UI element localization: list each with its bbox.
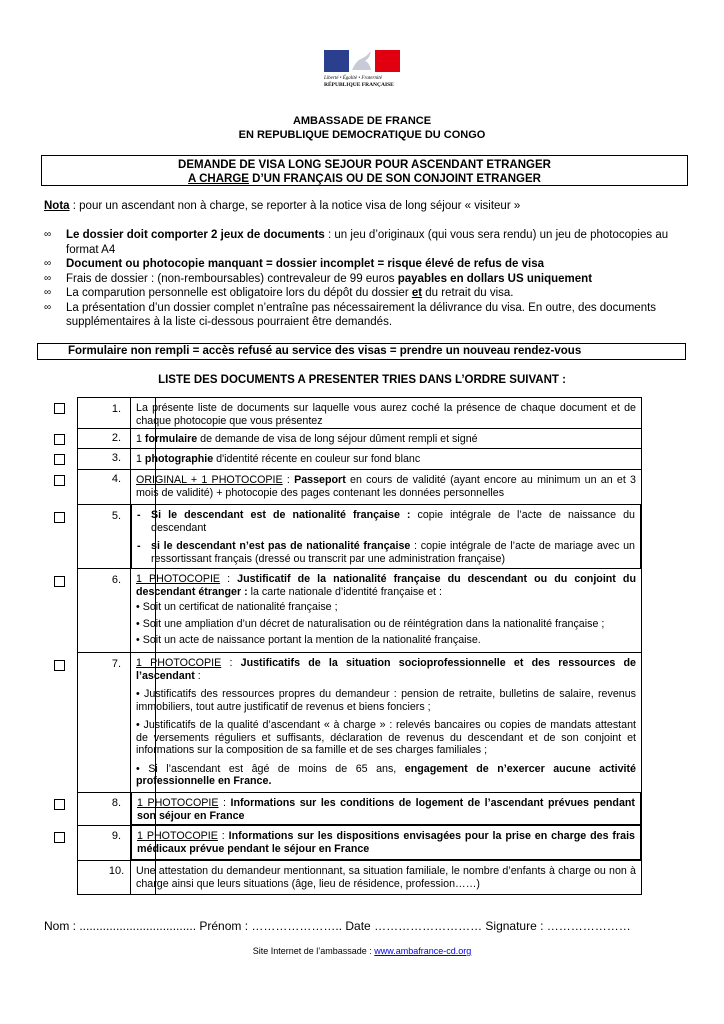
title-line1: DEMANDE DE VISA LONG SEJOUR POUR ASCENDANT ETRANGER — [178, 159, 551, 171]
checkbox[interactable] — [54, 454, 65, 465]
infinity-bullet-icon: ∞ — [44, 301, 52, 313]
cell-underlined: ORIGINAL + 1 PHOTOCOPIE — [136, 474, 283, 486]
dash-icon: - — [137, 540, 141, 552]
bullet-bold: Le dossier doit comporter 2 jeux de documents — [66, 229, 325, 241]
cell-bold: si le descendant n’est pas de nationalité française — [151, 540, 411, 552]
cell-text: : — [194, 669, 201, 682]
cell-underlined: 1 PHOTOCOPIE — [137, 830, 218, 842]
bullet-item — [44, 228, 694, 257]
row-number: 9. — [77, 826, 156, 861]
row-description — [130, 569, 642, 653]
cell-text: d'identité récente en couleur sur fond blanc — [213, 453, 421, 465]
infinity-bullet-icon: ∞ — [44, 272, 52, 284]
checkbox[interactable] — [54, 512, 65, 523]
table-row — [50, 653, 642, 793]
row-description — [130, 505, 642, 569]
bullet-text: La comparution personnelle est obligatoire lors du dépôt du dossier — [66, 287, 412, 299]
checkbox[interactable] — [54, 403, 65, 414]
cell-text: : copie intégrale de l’acte de mariage avec un ressortissant français (dressé ou transcrit par une administration française) — [151, 540, 635, 565]
row-number: 5. — [77, 505, 156, 569]
row-description — [130, 429, 642, 449]
cell-text: copie intégrale de l’acte de naissance du descendant — [151, 509, 635, 534]
table-row — [50, 826, 642, 861]
logo-republic: RÉPUBLIQUE FRANÇAISE — [324, 82, 394, 88]
row-number: 1. — [77, 397, 156, 429]
row-number: 7. — [77, 653, 156, 793]
title-line2-underlined: A CHARGE — [188, 173, 249, 185]
list-item — [136, 763, 636, 788]
row-number: 10. — [77, 861, 156, 895]
embassy-line2: EN REPUBLIQUE DEMOCRATIQUE DU CONGO — [238, 129, 486, 141]
cell-bold: formulaire — [144, 433, 198, 445]
site-footer — [0, 946, 724, 956]
table-row — [50, 449, 642, 470]
table-row — [50, 397, 642, 429]
cell-text: • Si l’ascendant est âgé de moins de 65 ans, — [136, 762, 405, 775]
list-item: • Soit un acte de naissance portant la mention de la nationalité française. — [136, 634, 481, 646]
nota-label: Nota — [44, 200, 70, 212]
checkbox[interactable] — [54, 660, 65, 671]
checkbox[interactable] — [54, 576, 65, 587]
cell-bold: Informations sur les conditions de logement de l’ascendant prévues pendant son séjour en France — [137, 797, 635, 822]
nota-text: : pour un ascendant non à charge, se reporter à la notice visa de long séjour « visiteur » — [69, 200, 521, 212]
bullet-text: La présentation d’un dossier complet n’entraîne pas nécessairement la délivrance du visa. En outre, des documents supplémentaires à la liste ci-dessous pourraient être demandés. — [66, 301, 657, 328]
cell-heading — [136, 657, 636, 682]
table-row — [50, 793, 642, 826]
cell-bold: photographie — [144, 453, 214, 465]
bullet-bold: Document ou photocopie manquant = dossier incomplet = risque élevé de refus de visa — [66, 258, 545, 270]
signature-line: Nom : ................................... Prénom : ………………….. Date ……………………… Signature : ………………… — [44, 919, 631, 933]
cell-bold: Passeport — [294, 474, 346, 486]
checkbox[interactable] — [54, 434, 65, 445]
marianne-flag-icon — [324, 50, 400, 72]
infinity-bullet-icon: ∞ — [44, 229, 52, 240]
bullet-item — [44, 286, 694, 301]
bullet-item — [44, 301, 694, 330]
table-row — [50, 505, 642, 569]
cell-heading — [136, 573, 636, 598]
bullet-text: Frais de dossier : (non-remboursables) contrevaleur de 99 euros — [66, 272, 398, 285]
bullet-item — [44, 272, 694, 287]
cell-text: : — [221, 657, 241, 669]
cell-bold: Justificatif de la nationalité française du descendant ou du conjoint du descendant étranger : — [136, 573, 636, 598]
cell-text: : — [218, 797, 231, 809]
checkbox[interactable] — [54, 832, 65, 843]
cell-text: en cours de validité (ayant encore au minimum un an et 3 mois de validité) + photocopie des pages contenant les données personnelles — [136, 474, 636, 499]
list-item: • Justificatifs de la qualité d’ascendant « à charge » : relevés bancaires ou copies de mandats attestant de versements réguliers et suffisants, déclaration de revenus du descendant et de son conjoint et informations sur la composition de sa famille et de ses charges familiales ; — [136, 719, 636, 756]
row-number: 2. — [77, 429, 156, 449]
list-title: LISTE DES DOCUMENTS A PRESENTER TRIES DANS L’ORDRE SUIVANT : — [158, 374, 566, 386]
cell-text: la carte nationale d’identité française et : — [247, 585, 442, 598]
infinity-bullet-icon: ∞ — [44, 258, 52, 269]
table-row — [50, 470, 642, 505]
row-description — [130, 793, 642, 826]
cell-bold: Justificatifs de la situation socioprofessionnelle et des ressources de l’ascendant — [136, 657, 636, 682]
bullet-bold: payables en dollars US uniquement — [397, 272, 593, 285]
logo-motto: Liberté • Égalité • Fraternité — [324, 76, 382, 81]
infinity-bullet-icon: ∞ — [44, 287, 52, 298]
document-title — [41, 155, 688, 186]
cell-bold: Si le descendant est de nationalité française : — [151, 509, 411, 521]
cell-text: de demande de visa de long séjour dûment rempli et signé — [197, 433, 478, 445]
cell-text: 1 — [136, 453, 145, 465]
cell-text: : — [220, 573, 238, 585]
table-row — [50, 569, 642, 653]
cell-underlined: 1 PHOTOCOPIE — [136, 573, 221, 585]
row-description: Une attestation du demandeur mentionnant, sa situation familiale, le nombre d’enfants à charge ou non à charge ainsi que leurs situations (âge, lieu de résidence, profession……) — [130, 861, 642, 895]
embassy-header — [0, 114, 724, 142]
site-link[interactable]: www.ambafrance-cd.org — [374, 946, 472, 956]
row-description — [130, 826, 642, 861]
cell-bold: Informations sur les dispositions envisagées pour la prise en charge des frais médicaux prévue pendant le séjour en France — [137, 830, 635, 855]
dash-icon: - — [137, 509, 141, 521]
cell-bold: engagement de n’exercer aucune activité professionnelle en France. — [136, 762, 636, 787]
row-description — [130, 653, 642, 793]
nota-line — [44, 200, 520, 212]
cell-text: : — [282, 474, 295, 486]
row-number: 6. — [77, 569, 156, 653]
bullet-bold: et — [411, 287, 423, 299]
title-line2 — [42, 172, 687, 186]
cell-text: : — [217, 830, 229, 842]
list-item: • Justificatifs des ressources propres du demandeur : pension de retraite, bulletins de salaire, revenus immobiliers, tout autre justificatif de revenus et biens fonciers ; — [136, 688, 636, 713]
row-description — [130, 470, 642, 505]
table-row — [50, 429, 642, 449]
bullet-text: du retrait du visa. — [422, 287, 514, 299]
cell-text: 1 — [136, 433, 145, 445]
cell-underlined: 1 PHOTOCOPIE — [137, 797, 219, 809]
cell-underlined: 1 PHOTOCOPIE — [136, 657, 222, 669]
row-number: 3. — [77, 449, 156, 470]
requirements-list — [44, 228, 694, 330]
checkbox[interactable] — [54, 475, 65, 486]
checkbox[interactable] — [54, 799, 65, 810]
republique-francaise-logo — [324, 50, 400, 89]
site-label: Site Internet de l’ambassade : — [252, 946, 375, 956]
row-number: 8. — [77, 793, 156, 826]
bullet-item — [44, 257, 694, 272]
title-line2-rest: D’UN FRANÇAIS OU DE SON CONJOINT ETRANGER — [248, 173, 541, 185]
sub-item — [137, 509, 635, 534]
bullet-text: : un jeu d’originaux (qui vous sera rendu) un jeu de photocopies au format A4 — [66, 229, 669, 256]
embassy-line1: AMBASSADE DE FRANCE — [292, 115, 432, 127]
table-row — [50, 861, 642, 895]
list-item: • Soit une ampliation d’un décret de naturalisation ou de réintégration dans la nationalité française ; — [136, 617, 605, 630]
list-item: • Soit un certificat de nationalité française ; — [136, 601, 338, 613]
row-number: 4. — [77, 470, 156, 505]
row-description — [130, 449, 642, 470]
sub-item — [137, 540, 635, 565]
row-description: La présente liste de documents sur laquelle vous aurez coché la présence de chaque document et de chaque photocopie que vous présentez — [130, 397, 642, 429]
form-warning: Formulaire non rempli = accès refusé au service des visas = prendre un nouveau rendez-vous — [37, 343, 686, 360]
